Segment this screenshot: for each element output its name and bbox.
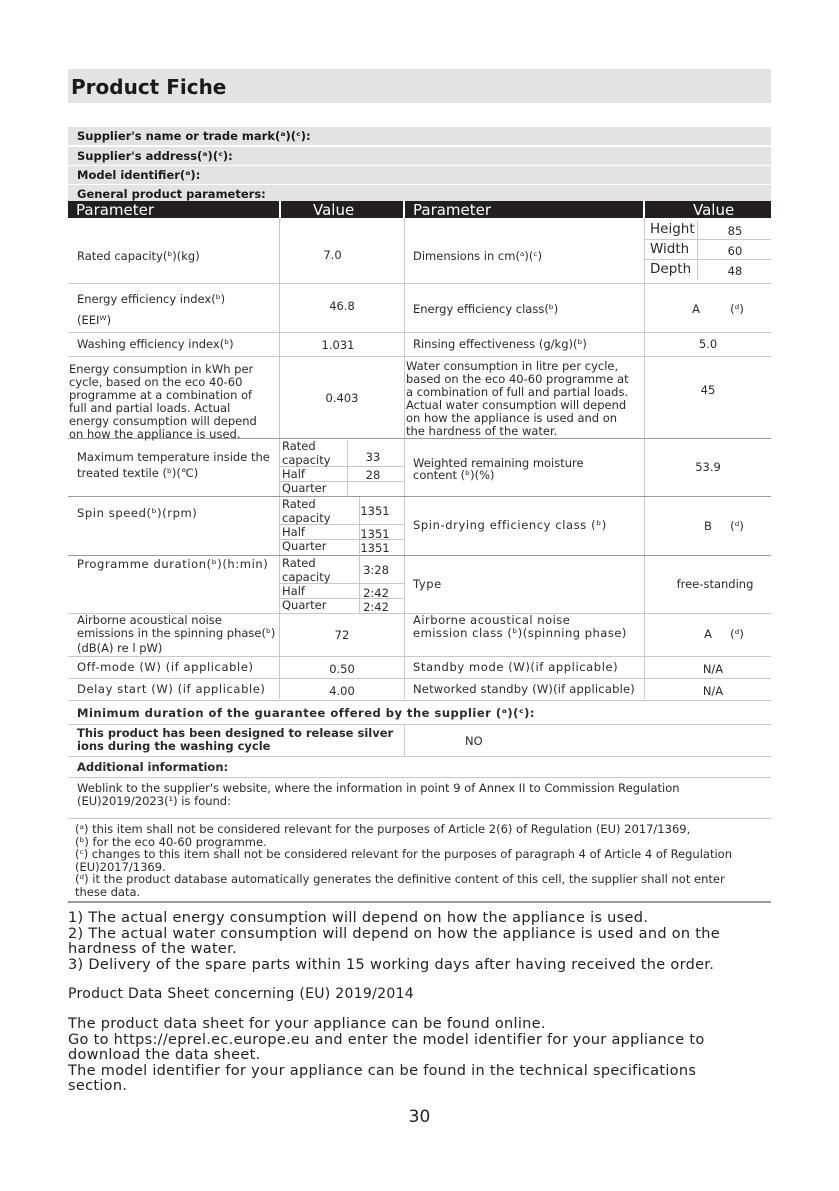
energy-consumption-line: on how the appliance is used.: [69, 427, 241, 441]
washing-index-label: Washing efficiency index(ᵇ): [77, 337, 234, 351]
spin-half-value: 1351: [360, 527, 390, 541]
notes-list: [68, 911, 788, 973]
temp-rated-value: 33: [365, 450, 381, 464]
spin-class-value: B: [704, 519, 712, 533]
width-label: Width: [650, 241, 690, 257]
grid-line: [68, 656, 771, 657]
grid-line: [645, 259, 771, 260]
additional-info-label: Additional information:: [77, 760, 229, 774]
noise-class-label: [413, 614, 627, 640]
datasheet-paragraph: [68, 1017, 788, 1095]
datasheet-line: Go to https://eprel.ec.europe.eu and enter the model identifier for your appliance to: [68, 1031, 705, 1048]
datasheet-line: download the data sheet.: [68, 1047, 261, 1063]
temp-quarter-label: Quarter: [282, 481, 327, 495]
energy-consumption-line: programme at a combination of: [69, 388, 253, 402]
energy-class-label: Energy efficiency class(ᵇ): [413, 302, 559, 316]
header-value-1-label: Value: [313, 201, 355, 219]
spin-quarter-label: Quarter: [282, 539, 327, 553]
noise-label: [77, 614, 275, 655]
datasheet-heading: Product Data Sheet concerning (EU) 2019/2014: [68, 986, 414, 1002]
grid-line: [68, 724, 771, 725]
weblink-line: Weblink to the supplier's website, where the information in point 9 of Annex II to Commission Regulation: [77, 781, 680, 795]
temp-rated-label: Rated: [282, 439, 316, 453]
spin-quarter-value: 1351: [360, 541, 390, 555]
footnote-b: (ᵇ) for the eco 40-60 programme.: [75, 834, 267, 849]
grid-line: [404, 725, 405, 756]
duration-label: Programme duration(ᵇ)(h:min): [77, 557, 269, 571]
noise-class-line: Airborne acoustical noise: [413, 613, 571, 627]
energy-consumption-label: [69, 363, 257, 441]
weblink-line: (EU)2019/2023(¹) is found:: [77, 794, 231, 808]
eei-label-abbr: (EEIᵂ): [77, 313, 112, 327]
standby-value: N/A: [702, 662, 724, 676]
grid-line: [68, 283, 771, 284]
depth-label: Depth: [650, 261, 692, 277]
header-value-1: [281, 201, 403, 218]
footnotes: [75, 823, 765, 898]
type-value: free-standing: [676, 577, 754, 591]
general-parameters-row: [68, 185, 771, 201]
water-consumption-line: Water consumption in litre per cycle,: [406, 359, 619, 373]
grid-line: [697, 220, 698, 280]
grid-line: [68, 356, 771, 357]
guarantee-label: Minimum duration of the guarantee offered by the supplier (ᵃ)(ᶜ):: [77, 706, 535, 720]
moisture-label-unit: content (ᵇ)(%): [413, 468, 495, 482]
grid-line: [68, 332, 771, 333]
networked-standby-label: Networked standby (W)(if applicable): [413, 682, 635, 696]
water-consumption-value: 45: [700, 383, 716, 397]
grid-line: [68, 678, 771, 679]
standby-label: Standby mode (W)(if applicable): [413, 660, 619, 674]
energy-consumption-line: full and partial loads. Actual: [69, 401, 231, 415]
noise-value: 72: [334, 628, 350, 642]
datasheet-line: The model identifier for your appliance can be found in the technical specifications: [68, 1062, 697, 1079]
header-parameter-2: [405, 201, 643, 218]
supplier-address-row: [68, 147, 771, 165]
noise-class-value: A: [704, 627, 712, 641]
delay-start-label: Delay start (W) (if applicable): [77, 682, 266, 696]
datasheet-line: section.: [68, 1078, 128, 1094]
weblink-text: [77, 782, 680, 808]
note-3: 3) Delivery of the spare parts within 15 working days after having received the order.: [68, 956, 715, 973]
temp-half-label: Half: [282, 467, 305, 481]
energy-consumption-line: energy consumption will depend: [69, 414, 257, 428]
silver-ions-line: This product has been designed to release silver: [77, 726, 394, 740]
grid-line: [68, 496, 771, 497]
temperature-label-unit: treated textile (ᵇ)(℃): [77, 466, 199, 480]
duration-half-label: Half: [282, 584, 305, 598]
supplier-address-label: Supplier's address(ᵃ)(ᶜ):: [77, 149, 233, 163]
page-title: Product Fiche: [71, 75, 227, 99]
duration-capacity-label: capacity: [282, 570, 331, 584]
washing-index-value: 1.031: [321, 338, 355, 352]
eei-value: 46.8: [329, 299, 355, 313]
silver-ions-value: NO: [465, 734, 483, 748]
water-consumption-label: [406, 360, 629, 438]
temp-half-value: 28: [365, 468, 381, 482]
water-consumption-line: Actual water consumption will depend: [406, 398, 627, 412]
rated-capacity-value: 7.0: [323, 248, 342, 262]
height-value: 85: [727, 224, 743, 238]
duration-half-value: 2:42: [363, 586, 389, 600]
duration-rated-value: 3:28: [363, 563, 389, 577]
duration-quarter-label: Quarter: [282, 598, 327, 612]
supplier-name-label: Supplier's name or trade mark(ᵃ)(ᶜ):: [77, 129, 311, 143]
spin-class-note: (ᵈ): [730, 519, 744, 533]
grid-line: [68, 555, 771, 556]
off-mode-value: 0.50: [329, 662, 355, 676]
water-consumption-line: a combination of full and partial loads.: [406, 385, 629, 399]
water-consumption-line: the hardness of the water.: [406, 424, 558, 438]
noise-class-note: (ᵈ): [730, 627, 744, 641]
footnote-d: (ᵈ) it the product database automatically generates the definitive content of this cell, the supplier shall not enter: [75, 872, 725, 886]
moisture-value: 53.9: [695, 460, 721, 474]
spin-class-label: Spin-drying efficiency class (ᵇ): [413, 518, 607, 532]
rated-capacity-label: Rated capacity(ᵇ)(kg): [77, 249, 200, 263]
water-consumption-line: on how the appliance is used and on: [406, 411, 618, 425]
energy-consumption-line: cycle, based on the eco 40-60: [69, 375, 243, 389]
width-value: 60: [727, 244, 743, 258]
grid-line: [68, 818, 771, 819]
footnote-c: (ᶜ) changes to this item shall not be considered relevant for the purposes of paragraph 4 of Article 4 of Regulation: [75, 847, 732, 861]
grid-line: [645, 239, 771, 240]
spin-rated-value: 1351: [360, 504, 390, 518]
noise-line: Airborne acoustical noise: [77, 613, 222, 627]
noise-line: emissions in the spinning phase(ᵇ): [77, 626, 276, 640]
grid-line: [279, 218, 280, 699]
depth-value: 48: [727, 264, 743, 278]
model-identifier-row: [68, 166, 771, 184]
duration-rated-label: Rated: [282, 556, 316, 570]
rinsing-label: Rinsing effectiveness (g/kg)(ᵇ): [413, 337, 587, 351]
noise-line: (dB(A) re l pW): [77, 641, 163, 655]
title-bar: [68, 69, 771, 103]
page-number: 30: [408, 1107, 431, 1127]
dimensions-label: Dimensions in cm(ᵃ)(ᶜ): [413, 249, 543, 263]
grid-line: [404, 218, 405, 699]
grid-line: [68, 777, 771, 778]
header-parameter-2-label: Parameter: [413, 201, 492, 219]
energy-class-note: (ᵈ): [730, 302, 744, 316]
footnote-d-cont: these data.: [75, 884, 141, 899]
grid-line: [68, 756, 771, 757]
grid-line: [644, 218, 645, 699]
footnote-a: (ᵃ) this item shall not be considered relevant for the purposes of Article 2(6) of Regulation (EU) 2017/1369,: [75, 822, 691, 836]
water-consumption-line: based on the eco 40-60 programme at: [406, 372, 629, 386]
header-value-2: [645, 201, 771, 218]
spin-rated-label: Rated: [282, 497, 316, 511]
type-label: Type: [413, 577, 442, 591]
rinsing-value: 5.0: [698, 337, 718, 351]
energy-class-value: A: [692, 302, 700, 316]
height-label: Height: [650, 221, 695, 237]
grid-line: [68, 700, 771, 701]
grid-line: [68, 901, 771, 903]
duration-quarter-value: 2:42: [363, 600, 389, 614]
networked-standby-value: N/A: [702, 684, 724, 698]
delay-start-value: 4.00: [329, 684, 355, 698]
spin-half-label: Half: [282, 525, 305, 539]
datasheet-line: The product data sheet for your appliance can be found online.: [68, 1016, 546, 1032]
model-identifier-label: Model identifier(ᵃ):: [77, 168, 201, 182]
supplier-name-row: [68, 127, 771, 145]
energy-consumption-value: 0.403: [325, 391, 359, 405]
spin-speed-label: Spin speed(ᵇ)(rpm): [77, 506, 198, 520]
silver-ions-label: [77, 727, 393, 753]
header-parameter-1: [68, 201, 279, 218]
header-value-2-label: Value: [693, 201, 735, 219]
temperature-label: Maximum temperature inside the: [77, 450, 270, 464]
note-1: 1) The actual energy consumption will depend on how the appliance is used.: [68, 910, 649, 926]
energy-consumption-line: Energy consumption in kWh per: [69, 362, 254, 376]
temp-capacity-label: capacity: [282, 453, 331, 467]
header-parameter-1-label: Parameter: [76, 201, 155, 219]
footnote-c-cont: (EU)2017/1369.: [75, 859, 166, 874]
eei-label: Energy efficiency index(ᵇ): [77, 292, 226, 306]
noise-class-line: emission class (ᵇ)(spinning phase): [413, 626, 627, 640]
moisture-label: Weighted remaining moisture: [413, 456, 584, 470]
spin-capacity-label: capacity: [282, 511, 331, 525]
note-2: 2) The actual water consumption will depend on how the appliance is used and on the: [68, 925, 721, 942]
general-parameters-label: General product parameters:: [77, 187, 266, 201]
off-mode-label: Off-mode (W) (if applicable): [77, 660, 254, 674]
note-2-cont: hardness of the water.: [68, 941, 237, 957]
silver-ions-line: ions during the washing cycle: [77, 739, 271, 753]
